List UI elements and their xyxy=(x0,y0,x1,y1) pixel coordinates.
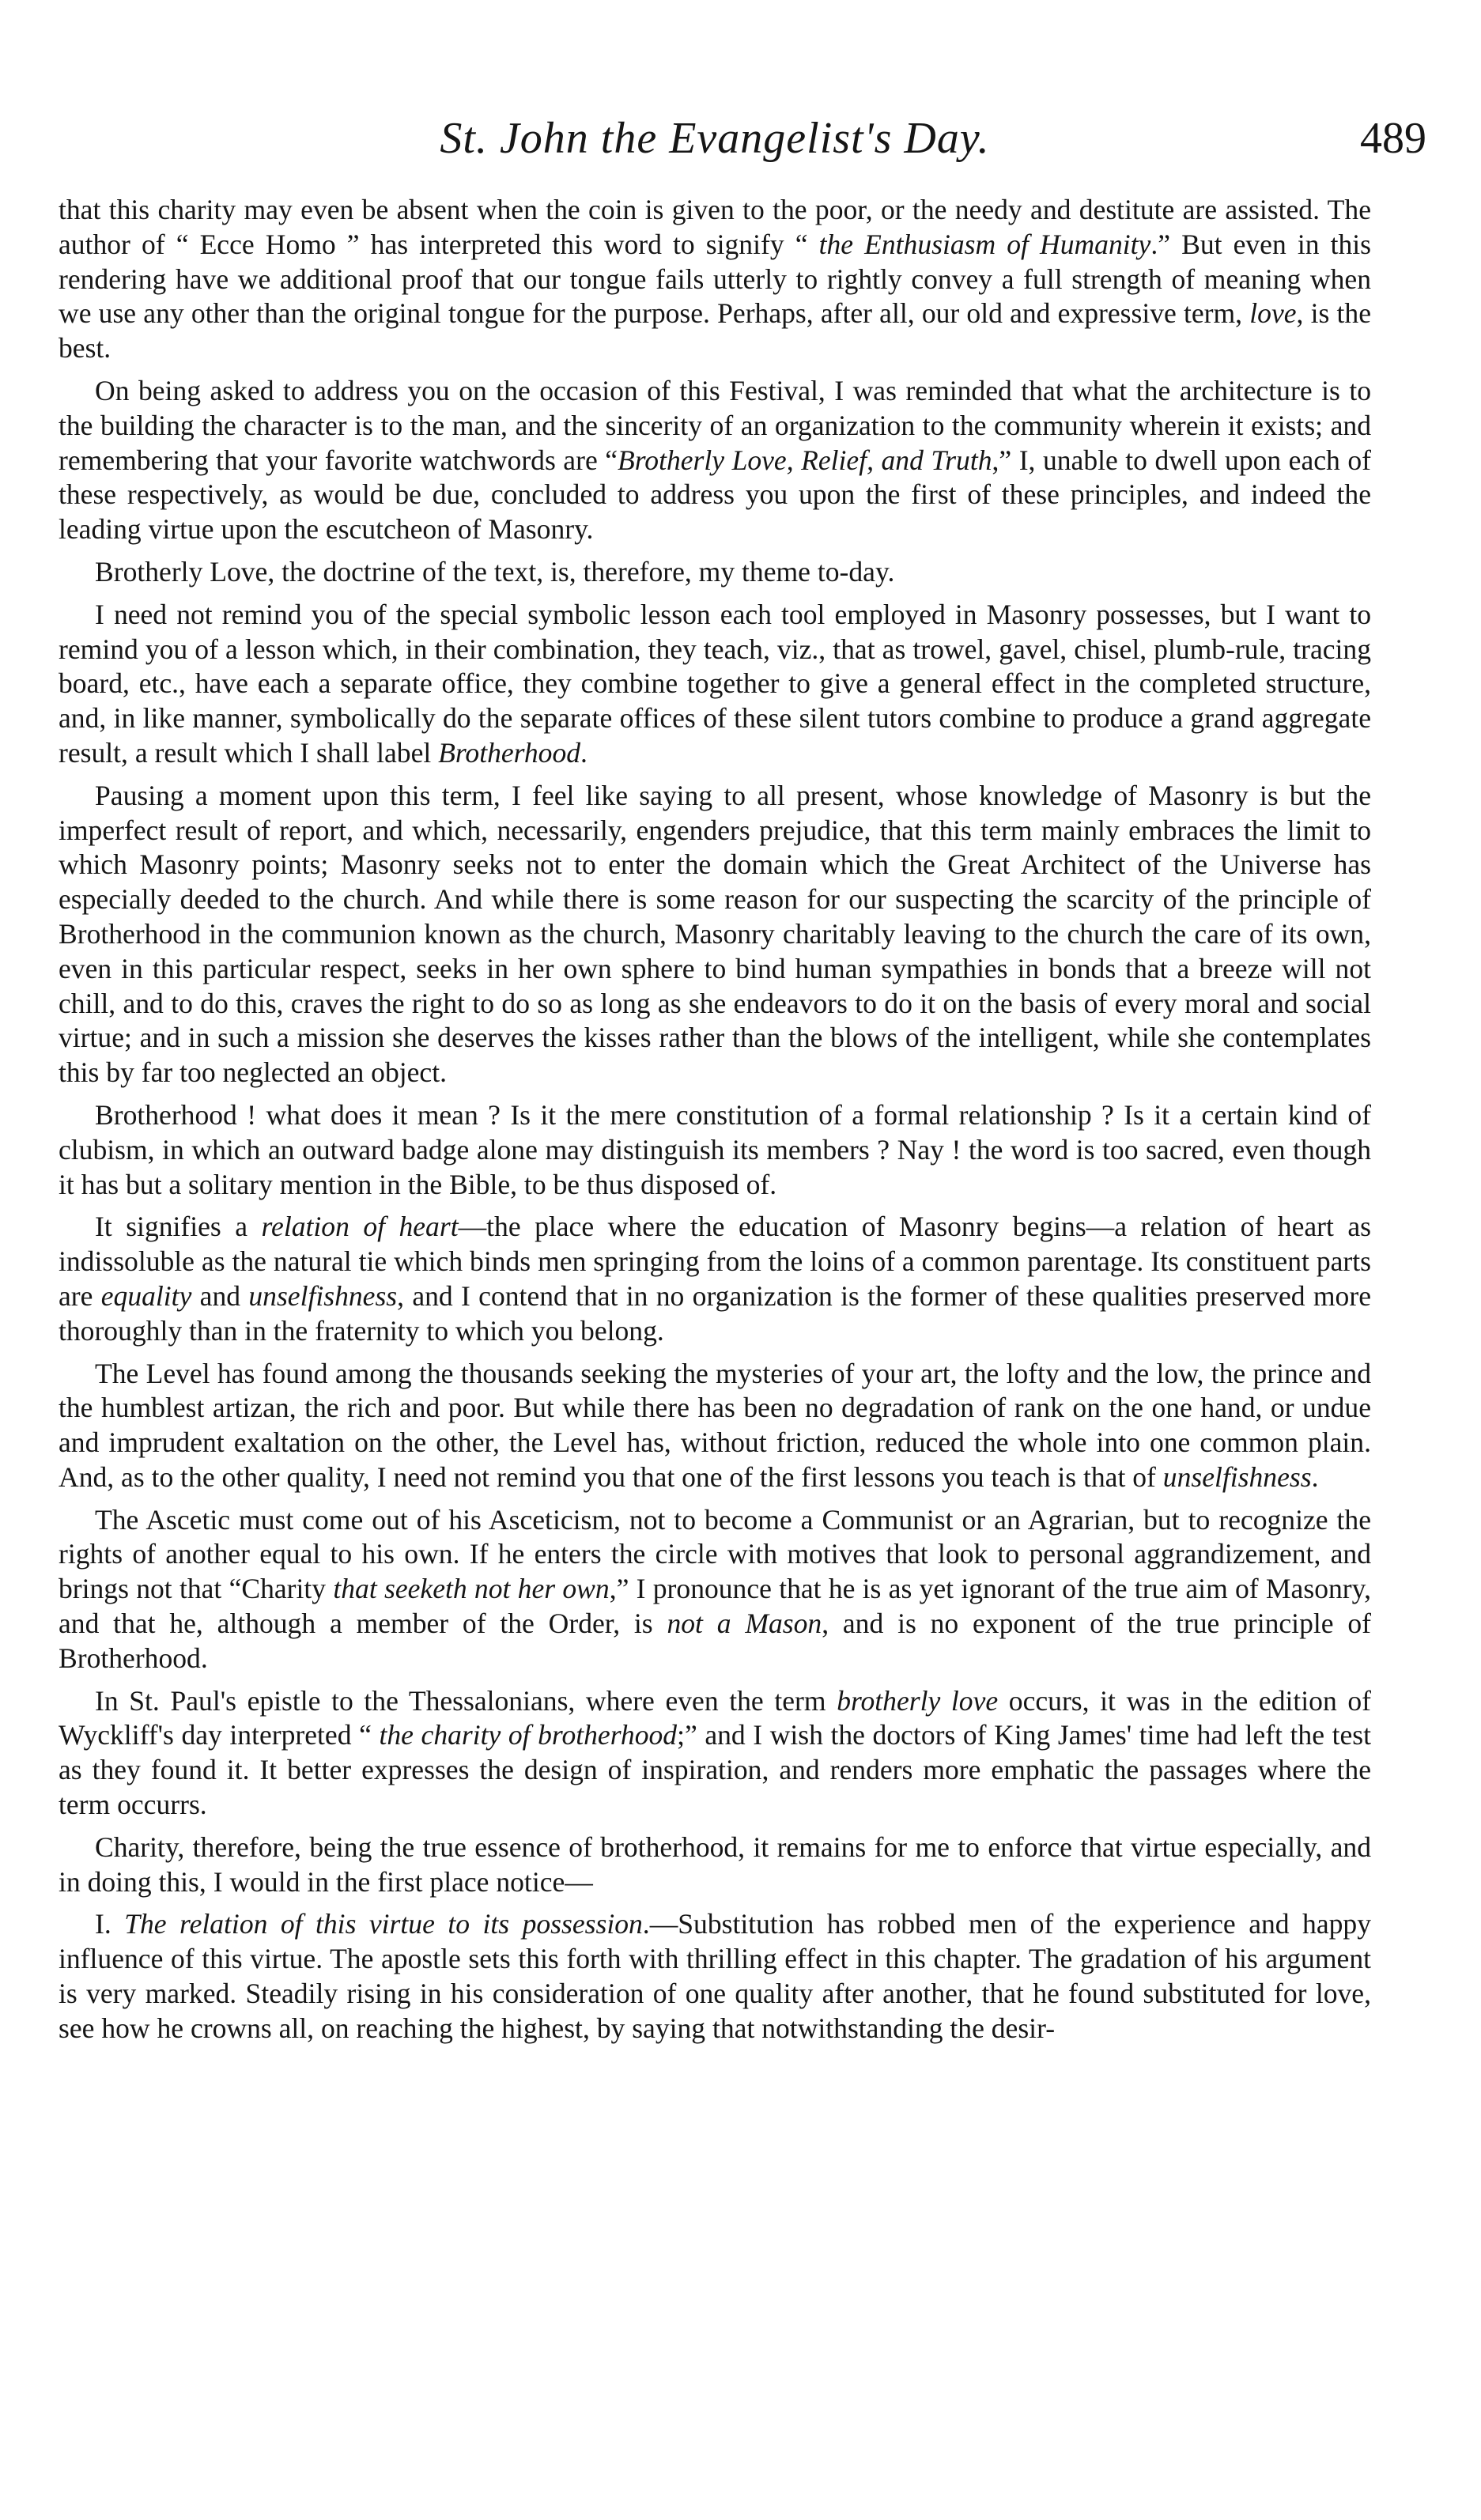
text-run: The Ascetic must come out of his Asceticism, not to become a Communist or an Agrarian, but to recognize the rights of another equal to his own. If he enters the circle with motives that look to personal aggrandizement, and brings not that “Charity xyxy=(59,1503,1371,1605)
text-run: I need not remind you of the special symbolic lesson each tool employed in Masonry possesses, but I want to remind you of a lesson which, in their combination, they teach, viz., that as trowel, gavel, chisel, plumb-rule, tracing board, etc., have each a separate office, they combine together to give a general effect in the completed structure, and, in like manner, symbolically do the separate offices of these silent tutors combine to produce a grand aggregate result, a result which I shall label xyxy=(59,598,1371,769)
italic-text: the charity of brotherhood xyxy=(379,1719,678,1751)
italic-text: not a Mason xyxy=(667,1608,822,1640)
paragraph xyxy=(59,555,1371,590)
text-run: On being asked to address you on the occasion of this Festival, I was reminded that what the architecture is to the building the character is to the man, and the sincerity of an organization to the community wherein it exists; and remembering that your favorite watchwords are “ xyxy=(59,374,1371,476)
text-run: occurs, it was in the edition of Wyckliff's day interpreted “ xyxy=(59,1684,1371,1751)
text-run: ;” and I wish the doctors of King James' time had left the test as they found it. It better expresses the design of inspiration, and renders more emphatic the passages where the term occurrs. xyxy=(59,1719,1371,1821)
text-run: .—Substitution has robbed men of the experience and happy influence of this virtue. The apostle sets this forth with thrilling effect in this chapter. The gradation of his argument is very marked. Steadily rising in his consideration of one quality after another, that he found substituted for love, see how he crowns all, on reaching the highest, by saying that notwithstanding the desir- xyxy=(59,1908,1371,2044)
italic-text: relation of heart xyxy=(261,1211,459,1243)
page-number: 489 xyxy=(1360,114,1426,163)
text-run: , and is no exponent of the true principle of Brotherhood. xyxy=(59,1608,1371,1674)
paragraph xyxy=(59,1503,1371,1676)
text-run: Brotherhood ! what does it mean ? Is it the mere constitution of a formal relationship ? Is it a certain kind of clubism, in which an outward badge alone may distinguish its members ? Nay ! the word is too sacred, even though it has but a solitary mention in the Bible, to be thus disposed of. xyxy=(59,1098,1371,1200)
text-run: , is the best. xyxy=(59,297,1371,365)
italic-text: unselfishness xyxy=(248,1279,398,1312)
text-run: Charity, therefore, being the true essence of brotherhood, it remains for me to enforce that virtue especially, and in doing this, I would in the first place notice— xyxy=(59,1830,1371,1898)
text-run: , and I contend that in no organization is the former of these qualities preserved more thoroughly than in the fraternity to which you belong. xyxy=(59,1279,1371,1347)
text-run: ,” I, unable to dwell upon each of these respectively, as would be due, concluded to address you upon the first of these principles, and indeed the leading virtue upon the escutcheon of Masonry. xyxy=(59,444,1371,546)
text-run: . xyxy=(580,736,587,769)
paragraph xyxy=(59,779,1371,1090)
text-run: In St. Paul's epistle to the Thessalonians, where even the term xyxy=(95,1684,837,1717)
italic-text: love xyxy=(1249,297,1297,330)
paragraph xyxy=(59,598,1371,771)
text-run: —the place where the education of Masonry begins—a relation of heart as indissoluble as the natural tie which binds men springing from the loins of a common parentage. Its constituent parts are xyxy=(59,1211,1371,1312)
text-run: The Level has found among the thousands seeking the mysteries of your art, the lofty and the low, the prince and the humblest artizan, the rich and poor. But while there has been no degradation of rank on the one hand, or undue and imprudent exaltation on the other, the Level has, without friction, reduced the whole into one common plain. And, as to the other quality, I need not remind you that one of the first lessons you teach is that of xyxy=(59,1357,1371,1493)
page-header xyxy=(59,111,1426,176)
text-run: that this charity may even be absent when the coin is given to the poor, or the needy and destitute are assisted. The author of “ Ecce Homo ” has interpreted this word to signify “ xyxy=(59,194,1371,260)
body-text xyxy=(59,193,1371,2046)
paragraph xyxy=(59,1357,1371,1495)
italic-text: equality xyxy=(100,1279,192,1312)
paragraph xyxy=(59,374,1371,547)
book-page xyxy=(59,111,1426,2054)
text-run: ,” I pronounce that he is as yet ignorant of the true aim of Masonry, and that he, although a member of the Order, is xyxy=(59,1573,1371,1640)
italic-text: brotherly love xyxy=(837,1684,999,1717)
paragraph xyxy=(59,1830,1371,1900)
paragraph xyxy=(59,1907,1371,2046)
text-run: Brotherly Love, the doctrine of the text, is, therefore, my theme to-day. xyxy=(95,555,895,587)
italic-text: Brotherly Love, Relief, and Truth xyxy=(618,444,992,476)
paragraph xyxy=(59,1684,1371,1823)
italic-text: The relation of this virtue to its possession xyxy=(124,1908,643,1940)
italic-text: that seeketh not her own xyxy=(333,1573,610,1605)
text-run: .” But even in this rendering have we additional proof that our tongue fails utterly to rightly convey a full strength of meaning when we use any other than the original tongue for the purpose. Perhaps, after all, our old and expressive term, xyxy=(59,228,1371,330)
paragraph xyxy=(59,1210,1371,1348)
text-run: It signifies a xyxy=(95,1211,262,1243)
text-run: I. xyxy=(95,1908,125,1940)
text-run: . xyxy=(1311,1460,1319,1493)
italic-text: the Enthusiasm of Humanity xyxy=(818,228,1151,260)
text-run: and xyxy=(191,1279,249,1312)
text-run: Pausing a moment upon this term, I feel like saying to all present, whose knowledge of Masonry is but the imperfect result of report, and which, necessarily, engenders prejudice, that this term mainly embraces the limit to which Masonry points; Masonry seeks not to enter the domain which the Great Architect of the Universe has especially deeded to the church. And while there is some reason for our suspecting the scarcity of the principle of Brotherhood in the communion known as the church, Masonry charitably leaving to the church the care of its own, even in this particular respect, seeks in her own sphere to bind human sympathies in bonds that a breeze will not chill, and to do this, craves the right to do so as long as she endeavors to do it on the basis of every moral and social virtue; and in such a mission she deserves the kisses rather than the blows of the intelligent, while she contemplates this by far too neglected an object. xyxy=(59,779,1371,1089)
paragraph xyxy=(59,1098,1371,1202)
italic-text: unselfishness xyxy=(1162,1460,1312,1493)
paragraph xyxy=(59,193,1371,366)
italic-text: Brotherhood xyxy=(438,736,581,769)
running-title: St. John the Evangelist's Day. xyxy=(440,114,990,163)
